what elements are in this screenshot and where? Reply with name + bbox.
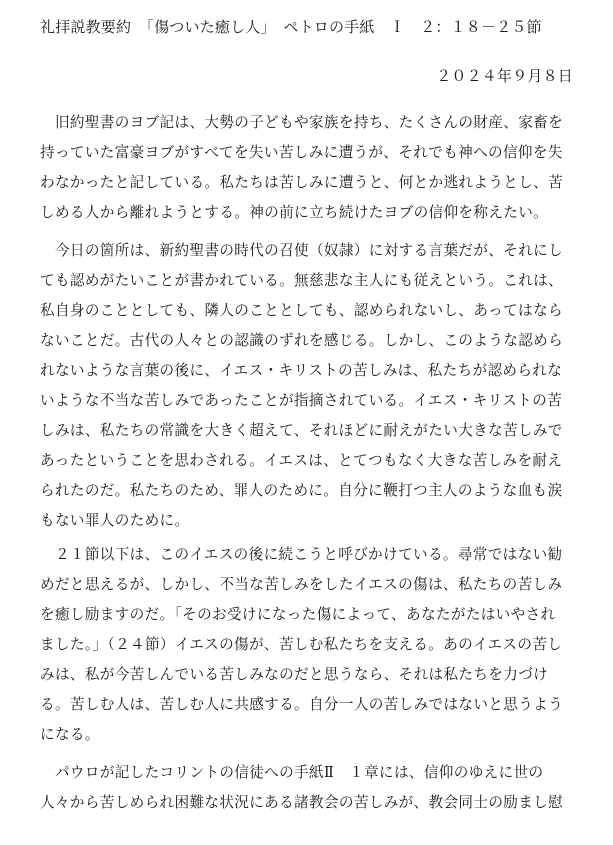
paragraph-line: ないことだ。古代の人々との認識のずれを感じる。しかし、このような認めら [40, 332, 564, 349]
paragraph-line: ました。」（２４節）イエスの傷が、苦しむ私たちを支える。あのイエスの苦し [40, 636, 563, 653]
sermon-date: ２０２４年９月８日 [436, 67, 573, 85]
paragraph-line: 持っていた富豪ヨブがすべてを失い苦しみに遭うが、それでも神への信仰を失 [40, 144, 563, 161]
paragraph-line: あったということを思わされる。イエスは、とてつもなく大きな苦しみを耐え [40, 452, 563, 469]
paragraph-2 [40, 236, 585, 536]
paragraph-line: いような不当な苦しみであったことが指摘されている。イエス・キリストの苦 [40, 392, 563, 409]
paragraph-line: る。苦しむ人は、苦しむ人に共感する。自分一人の苦しみではないと思うよう [40, 696, 564, 713]
paragraph-line: わなかったと記している。私たちは苦しみに遭うと、何とか逃れようとし、苦 [40, 174, 564, 191]
paragraph-line: みは、私が今苦しんでいる苦しみなのだと思うなら、それは私たちを力づけ [40, 666, 549, 683]
paragraph-line: ２１節以下は、このイエスの後に続こうと呼びかけている。尋常ではない勧 [40, 546, 563, 563]
paragraph-line: しめる人から離れようとする。神の前に立ち続けたヨブの信仰を称えたい。 [40, 204, 549, 221]
paragraph-3 [40, 540, 585, 750]
paragraph-line: 私自身のこととしても、隣人のこととしても、認められないし、あってはなら [40, 302, 563, 319]
paragraph-line: を癒し励ますのだ。「そのお受けになった傷によって、あなたがたはいやされ [40, 606, 556, 623]
paragraph-line: めだと思えるが、しかし、不当な苦しみをしたイエスの傷は、私たちの苦しみ [40, 576, 563, 593]
paragraph-line: もない罪人のために。 [40, 512, 190, 529]
paragraph-line: 旧約聖書のヨブ記は、大勢の子どもや家族を持ち、たくさんの財産、家畜を [40, 114, 564, 131]
paragraph-1 [40, 108, 585, 228]
paragraph-line: パウロが記したコリントの信徒への手紙Ⅱ １章には、信仰のゆえに世の [40, 764, 544, 781]
paragraph-line: しみは、私たちの常識を大きく超えて、それほどに耐えがたい大きな苦しみで [40, 422, 563, 439]
paragraph-line: れないような言葉の後に、イエス・キリストの苦しみは、私たちが認められな [40, 362, 563, 379]
paragraph-line: になる。 [40, 726, 100, 743]
paragraph-4 [40, 758, 585, 818]
paragraph-line: ても認めがたいことが書かれている。無慈悲な主人にも従えという。これは、 [40, 272, 564, 289]
sermon-title: 礼拝説教要約 「傷ついた癒し人」 ペトロの手紙 Ｉ ２：１８－２５節 [40, 18, 542, 36]
paragraph-line: られたのだ。私たちのため、罪人のために。自分に鞭打つ主人のような血も涙 [40, 482, 563, 499]
paragraph-line: 人々から苦しめられ困難な状況にある諸教会の苦しみが、教会同士の励まし慰 [40, 794, 564, 811]
paragraph-line: 今日の箇所は、新約聖書の時代の召使（奴隷）に対する言葉だが、それにし [40, 242, 564, 259]
